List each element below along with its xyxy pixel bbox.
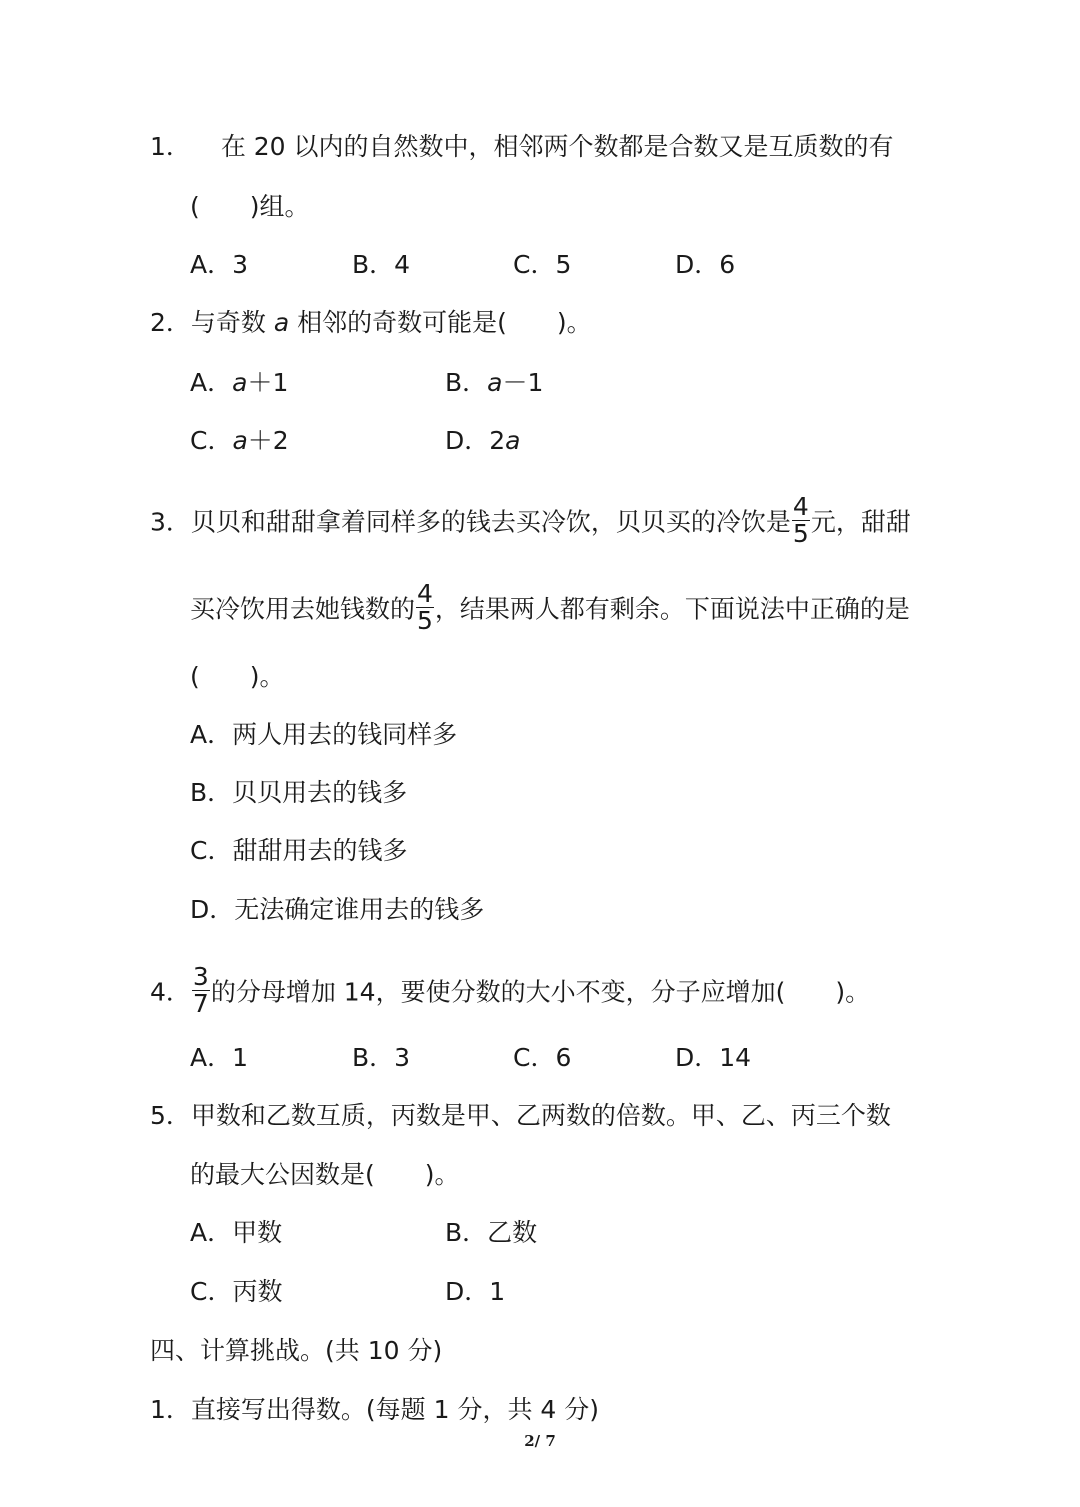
question-5-continuation: 的最大公因数是( )。 — [190, 1160, 460, 1189]
fraction-four-fifths: $\frac{4}{5}$ — [792, 492, 809, 548]
question-text: 相邻的奇数可能是( )。 — [289, 308, 592, 337]
option-b: B．贝贝用去的钱多 — [190, 778, 408, 807]
question-2 — [150, 308, 592, 338]
option-b: B．a－1 — [445, 368, 544, 397]
option-d: D．6 — [675, 250, 736, 279]
option-c: C．丙数 — [190, 1277, 283, 1306]
question-4 — [150, 962, 871, 1020]
option-d: D．无法确定谁用去的钱多 — [190, 895, 485, 924]
question-5 — [150, 1101, 891, 1131]
option-a: A．3 — [190, 250, 249, 279]
option-d: D．2a — [445, 426, 521, 455]
subsection-title: 1．直接写出得数。(每题 1 分，共 4 分) — [150, 1395, 600, 1424]
option-a: A．1 — [190, 1043, 249, 1072]
variable-a: a — [273, 308, 290, 337]
option-a: A．a＋1 — [190, 368, 289, 397]
option-d: D．1 — [445, 1277, 506, 1306]
question-number: 4． — [150, 977, 191, 1007]
question-text: 贝贝和甜甜拿着同样多的钱去买冷饮，贝贝买的冷饮是 — [190, 507, 791, 537]
option-a: A．两人用去的钱同样多 — [190, 720, 458, 749]
question-text: 元，甜甜 — [810, 507, 911, 537]
section-title: 四、计算挑战。(共 10 分) — [150, 1336, 443, 1365]
question-1-continuation: ( )组。 — [190, 192, 310, 221]
fraction-four-fifths: $\frac{4}{5}$ — [417, 579, 433, 635]
question-text: 的分母增加 14，要使分数的大小不变，分子应增加( )。 — [210, 977, 871, 1007]
option-c: C．a＋2 — [190, 426, 289, 455]
question-3-line3: ( )。 — [190, 662, 285, 691]
option-b: B．3 — [352, 1043, 411, 1072]
question-number: 5． — [150, 1101, 191, 1130]
option-b: B．乙数 — [445, 1218, 538, 1247]
option-c: C．6 — [513, 1043, 572, 1072]
question-text: 在 20 以内的自然数中，相邻两个数都是合数又是互质数的有 — [220, 132, 894, 161]
page-number: 2/ 7 — [524, 1432, 556, 1450]
question-1 — [150, 132, 894, 162]
fraction-three-sevenths: $\frac{3}{7}$ — [192, 962, 209, 1018]
question-number: 3． — [150, 507, 191, 537]
option-b: B．4 — [352, 250, 411, 279]
question-text: 甲数和乙数互质，丙数是甲、乙两数的倍数。甲、乙、丙三个数 — [190, 1101, 891, 1130]
question-text: 与奇数 — [190, 308, 274, 337]
option-d: D．14 — [675, 1043, 752, 1072]
question-number: 2． — [150, 308, 191, 337]
option-a: A．甲数 — [190, 1218, 283, 1247]
question-number: 1． — [150, 132, 191, 161]
option-c: C．5 — [513, 250, 572, 279]
option-c: C．甜甜用去的钱多 — [190, 836, 408, 865]
question-3 — [150, 492, 911, 550]
question-3-line2: 买冷饮用去她钱数的 $\frac{4}{5}$ ，结果两人都有剩余。下面说法中正确的是 — [190, 579, 910, 635]
